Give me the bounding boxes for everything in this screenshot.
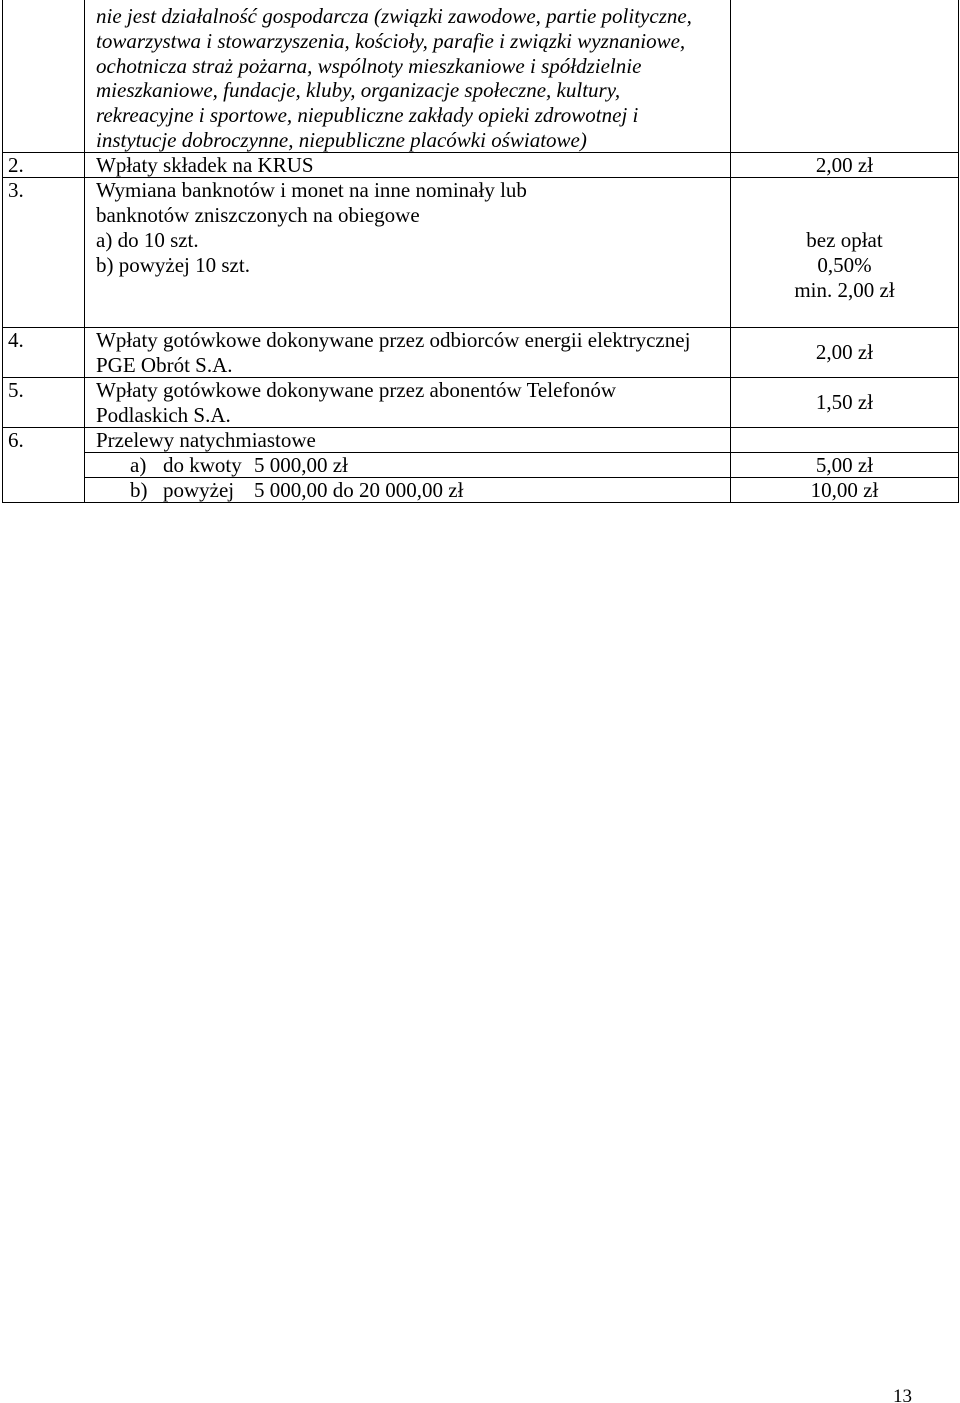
item-number: 2. — [8, 153, 24, 177]
fee-value: bez opłat — [806, 228, 883, 252]
fee-value: 2,00 zł — [815, 340, 874, 364]
fee-value: 10,00 zł — [810, 478, 879, 502]
table-row — [2, 427, 959, 452]
description-line: rekreacyjne i sportowe, niepubliczne zakłady opieki zdrowotnej i — [96, 103, 639, 128]
subitem-label: do kwoty — [163, 453, 242, 477]
item-description-cell — [84, 178, 730, 278]
description-line: nie jest działalność gospodarcza (związki zawodowe, partie polityczne, — [96, 4, 692, 28]
description-line: Wpłaty składek na KRUS — [96, 153, 314, 177]
fee-table — [2, 0, 959, 503]
item-description-cell — [84, 328, 730, 378]
subitem-marker: a) — [130, 453, 147, 477]
page-number: 13 — [893, 1386, 912, 1403]
subitem-label: powyżej — [163, 478, 235, 502]
description-line: instytucje dobroczynne, niepubliczne placówki oświatowe) — [96, 127, 587, 152]
description-line: Wymiana banknotów i monet na inne nominały lub — [96, 178, 527, 202]
fee-cell — [730, 178, 959, 303]
description-line: b) powyżej 10 szt. — [96, 253, 250, 277]
table-row — [2, 377, 959, 427]
description-line: mieszkaniowe, fundacje, kluby, organizacje społeczne, kultury, — [96, 78, 621, 103]
fee-value: 2,00 zł — [815, 153, 874, 177]
description-line: Wpłaty gotówkowe dokonywane przez odbiorców energii elektrycznej — [96, 328, 691, 352]
item-number: 6. — [8, 428, 24, 452]
table-row — [2, 177, 959, 327]
table-row-continuation — [2, 0, 959, 152]
item-description-cell — [84, 378, 730, 428]
item-description-cell — [84, 153, 730, 178]
description-line: towarzystwa i stowarzyszenia, kościoły, parafie i związki wyznaniowe, — [96, 28, 686, 53]
subitem-amount: 5 000,00 zł — [254, 453, 348, 477]
description-line: Przelewy natychmiastowe — [96, 428, 316, 452]
item-number: 3. — [8, 178, 24, 202]
description-line: PGE Obrót S.A. — [96, 353, 233, 377]
description-line: Wpłaty gotówkowe dokonywane przez abonentów Telefonów — [96, 378, 617, 402]
fee-value: 1,50 zł — [815, 390, 874, 414]
fee-value: 0,50% — [817, 253, 872, 277]
subitem-description-cell — [84, 478, 730, 503]
item-number: 5. — [8, 378, 24, 402]
description-line: Podlaskich S.A. — [96, 403, 231, 427]
item-number: 4. — [8, 328, 24, 352]
description-line: a) do 10 szt. — [96, 228, 199, 252]
description-line: ochotnicza straż pożarna, wspólnoty mieszkaniowe i spółdzielnie — [96, 53, 642, 78]
item-description-cell — [84, 0, 730, 153]
item-description-cell — [84, 428, 730, 453]
table-subrow — [84, 477, 959, 502]
table-subrow — [84, 452, 959, 477]
fee-value: min. 2,00 zł — [794, 278, 895, 302]
description-line: banknotów zniszczonych na obiegowe — [96, 203, 420, 227]
fee-value: 5,00 zł — [815, 453, 874, 477]
table-row — [2, 327, 959, 377]
subitem-description-cell — [84, 453, 730, 478]
table-row — [2, 152, 959, 177]
subitem-marker: b) — [130, 478, 148, 502]
subitem-amount: 5 000,00 do 20 000,00 zł — [254, 478, 464, 502]
